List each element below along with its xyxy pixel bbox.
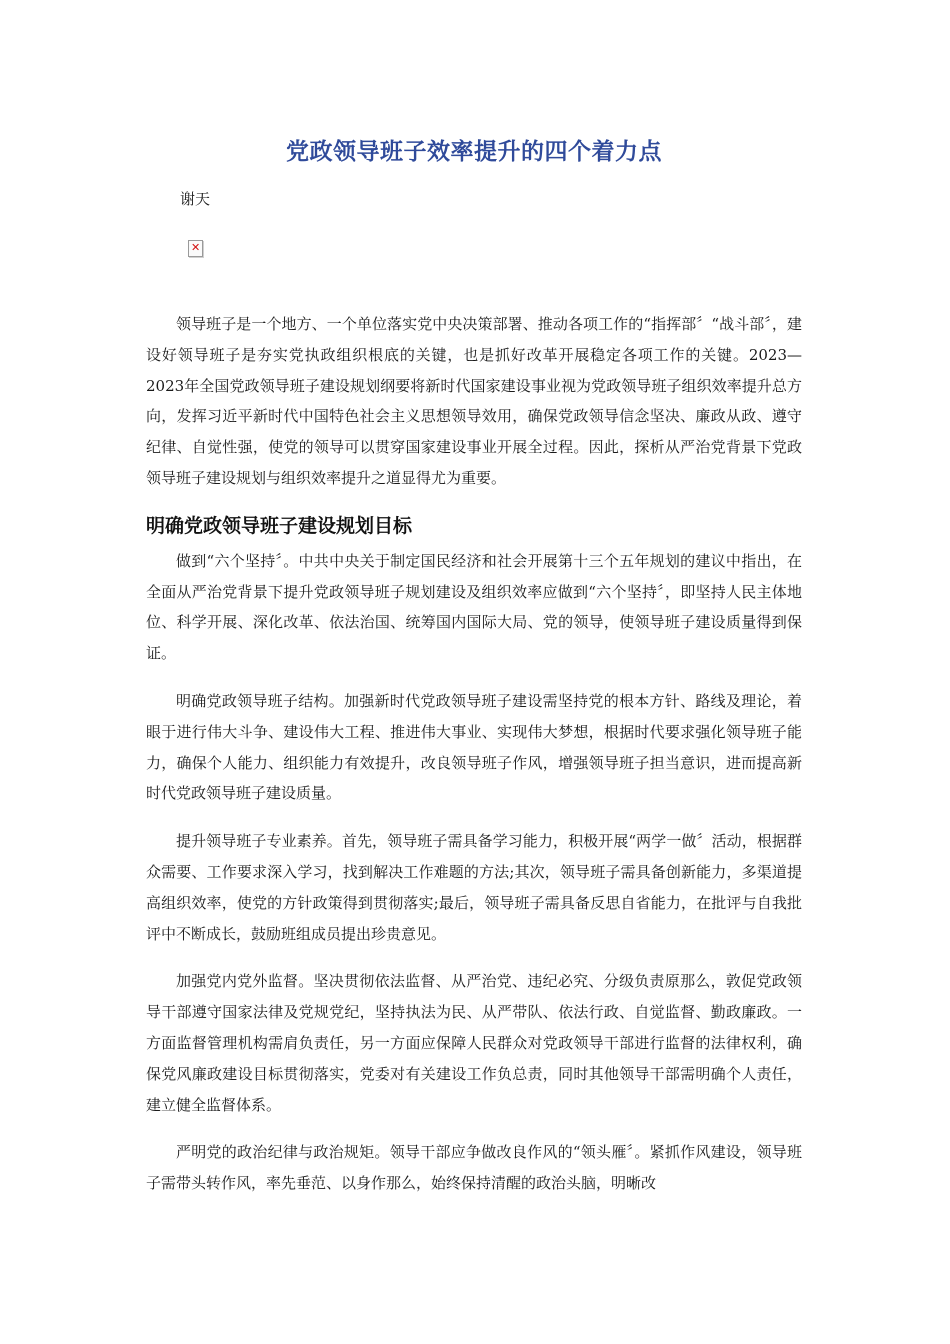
intro-paragraph: 领导班子是一个地方、一个单位落实党中央决策部署、推动各项工作的“指挥部〞“战斗部〞，建设好领导班子是夯实党执政组织根底的关键，也是抓好改革开展稳定各项工作的关键。2023—2023年全国党政领导班子建设规划纲要将新时代国家建设事业视为党政领导班子组织效率提升总方向，发挥习近平新时代中国特色社会主义思想领导效用，确保党政领导信念坚决、廉政从政、遵守纪律、自觉性强，使党的领导可以贯穿国家建设事业开展全过程。因此，探析从严治党背景下党政领导班子建设规划与组织效率提升之道显得尤为重要。 [146,315,802,487]
document-body [146,309,802,1216]
paragraph-six-adherences: 做到“六个坚持〞。中共中央关于制定国民经济和社会开展第十三个五年规划的建议中指出，在全面从严治党背景下提升党政领导班子规划建设及组织效率应做到“六个坚持〞，即坚持人民主体地位、科学开展、深化改革、依法治国、统筹国内国际大局、党的领导，使领导班子建设质量得到保证。 [146,551,802,663]
paragraph-leadership-structure: 明确党政领导班子结构。加强新时代党政领导班子建设需坚持党的根本方针、路线及理论，着眼于进行伟大斗争、建设伟大工程、推进伟大事业、实现伟大梦想，根据时代要求强化领导班子能力，确保个人能力、组织能力有效提升，改良领导班子作风，增强领导班子担当意识，进而提高新时代党政领导班子建设质量。 [146,691,802,803]
paragraph-professional-quality: 提升领导班子专业素养。首先，领导班子需具备学习能力，积极开展“两学一做〞活动，根据群众需要、工作要求深入学习，找到解决工作难题的方法;其次，领导班子需具备创新能力，多渠道提高组织效率，使党的方针政策得到贯彻落实;最后，领导班子需具备反思自省能力，在批评与自我批评中不断成长，鼓励班组成员提出珍贵意见。 [146,832,802,943]
broken-image-icon: ✕ [188,240,203,257]
section-heading: 明确党政领导班子建设规划目标 [146,514,413,537]
paragraph-supervision: 加强党内党外监督。坚决贯彻依法监督、从严治党、违纪必究、分级负责原那么，敦促党政领导干部遵守国家法律及党规党纪，坚持执法为民、从严带队、依法行政、自觉监督、勤政廉政。一方面监督管理机构需肩负责任，另一方面应保障人民群众对党政领导干部进行监督的法律权利，确保党风廉政建设目标贯彻落实，党委对有关建设工作负总责，同时其他领导干部需明确个人责任，建立健全监督体系。 [146,972,802,1114]
paragraph-discipline: 严明党的政治纪律与政治规矩。领导干部应争做改良作风的“领头雁〞。紧抓作风建设，领导班子需带头转作风，率先垂范、以身作那么，始终保持清醒的政治头脑，明晰改 [146,1143,802,1193]
document-title: 党政领导班子效率提升的四个着力点 [286,139,662,165]
author-name: 谢天 [180,190,211,208]
